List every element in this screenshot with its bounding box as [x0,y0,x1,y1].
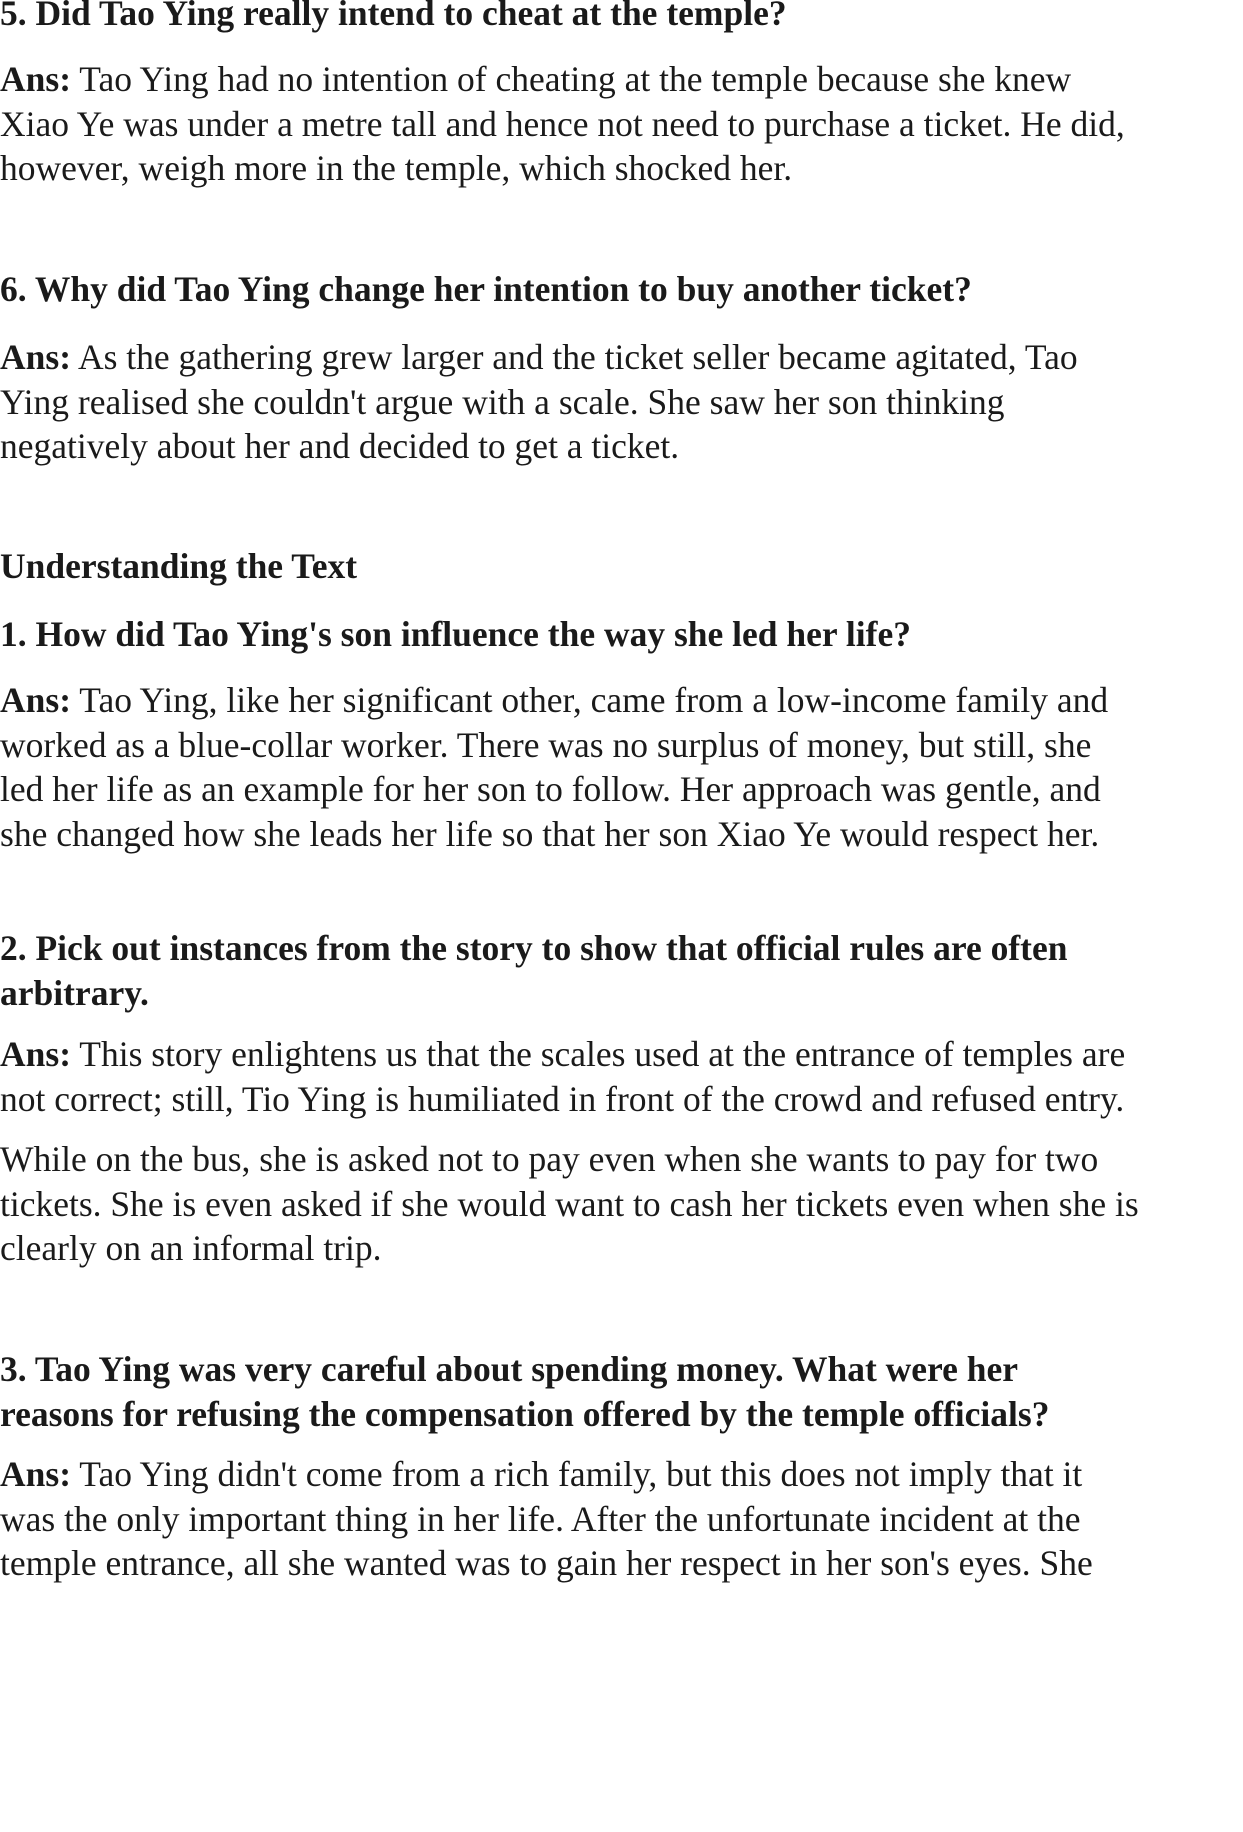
question-6 [0,267,1243,312]
answer-text: Tao Ying had no intention of cheating at the temple because she knew [71,59,1072,99]
answer-line [0,335,1243,380]
answer-line: negatively about her and decided to get a ticket. [0,426,680,467]
answer-5 [0,57,1243,191]
answer-6 [0,335,1243,469]
answer-label: Ans: [0,59,72,99]
question-line: 5. Did Tao Ying really intend to cheat at the temple? [0,0,787,33]
question-line: 3. Tao Ying was very careful about spending money. What were her [0,1349,1019,1389]
question-3 [0,1347,1243,1436]
heading-line: Understanding the Text [0,546,358,586]
answer-text: This story enlightens us that the scales used at the entrance of temples are [71,1034,1126,1074]
paragraph-line: While on the bus, she is asked not to pay even when she wants to pay for two [0,1139,1099,1179]
section-heading [0,544,1243,589]
answer-text: As the gathering grew larger and the ticket seller became agitated, Tao [71,337,1078,377]
answer-label: Ans: [0,1034,72,1074]
question-line: reasons for refusing the compensation offered by the temple officials? [0,1393,1050,1434]
question-5 [0,0,1243,36]
answer-line: led her life as an example for her son to follow. Her approach was gentle, and [0,769,1101,810]
question-2 [0,926,1243,1015]
answer-line [0,57,1243,102]
answer-line: worked as a blue-collar worker. There was no surplus of money, but still, she [0,724,1092,765]
answer-1 [0,678,1243,857]
answer-2 [0,1032,1243,1121]
answer-line [0,1452,1243,1497]
answer-text: Tao Ying, like her significant other, came from a low-income family and [71,680,1109,720]
question-line: 2. Pick out instances from the story to show that official rules are often [0,928,1068,968]
answer-line: however, weigh more in the temple, which shocked her. [0,148,793,189]
paragraph-line: clearly on an informal trip. [0,1228,382,1269]
question-line: arbitrary. [0,972,149,1013]
paragraph-line: tickets. She is even asked if she would want to cash her tickets even when she is [0,1183,1139,1224]
answer-2-paragraph [0,1137,1243,1271]
question-line: 6. Why did Tao Ying change her intention to buy another ticket? [0,269,972,309]
answer-label: Ans: [0,1454,72,1494]
question-1 [0,612,1243,657]
question-line: 1. How did Tao Ying's son influence the way she led her life? [0,614,911,654]
answer-label: Ans: [0,680,72,720]
answer-line [0,678,1243,723]
answer-line: Ying realised she couldn't argue with a scale. She saw her son thinking [0,381,1005,422]
answer-line: Xiao Ye was under a metre tall and hence not need to purchase a ticket. He did, [0,103,1125,144]
answer-line: was the only important thing in her life. After the unfortunate incident at the [0,1498,1081,1539]
answer-line [0,1032,1243,1077]
answer-line: not correct; still, Tio Ying is humiliated in front of the crowd and refused entry. [0,1078,1125,1119]
answer-text: Tao Ying didn't come from a rich family, but this does not imply that it [71,1454,1083,1494]
answer-line: she changed how she leads her life so that her son Xiao Ye would respect her. [0,814,1100,855]
answer-3 [0,1452,1243,1586]
answer-line: temple entrance, all she wanted was to gain her respect in her son's eyes. She [0,1543,1093,1584]
answer-label: Ans: [0,337,72,377]
